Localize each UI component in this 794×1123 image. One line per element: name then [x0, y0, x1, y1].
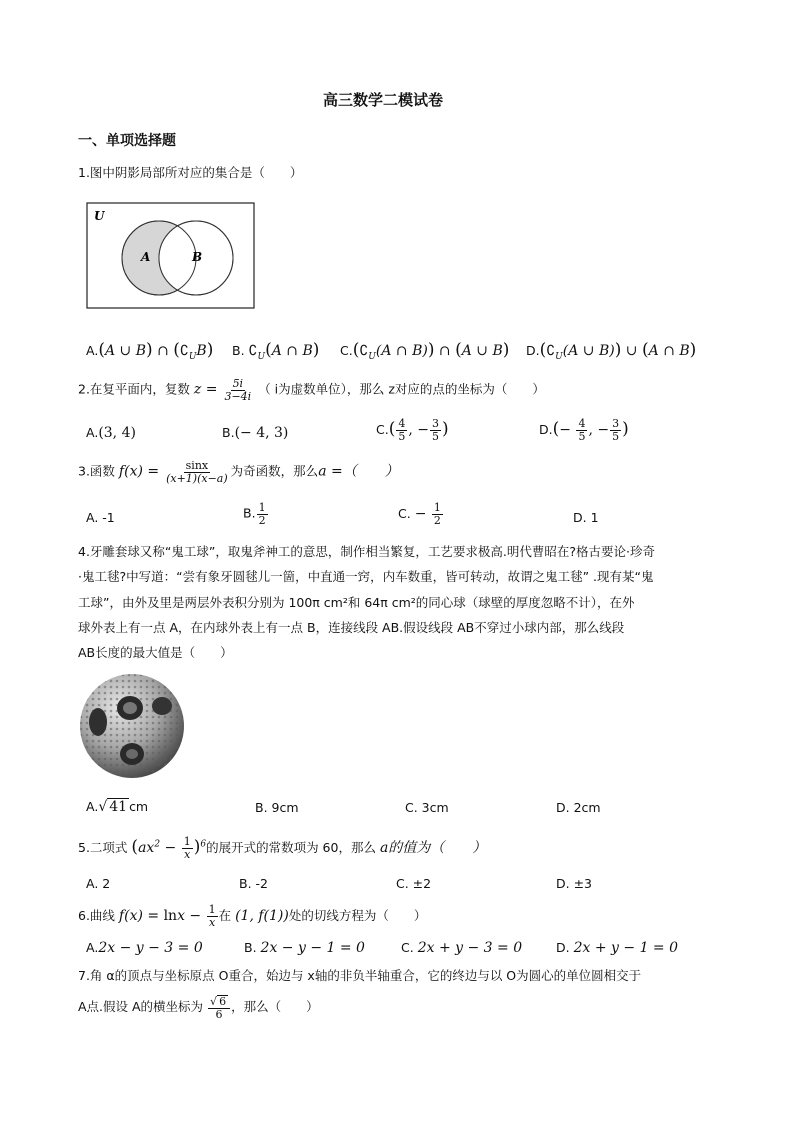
q3-option-d[interactable]: D. 1: [573, 510, 599, 525]
q4-line-3: 工球”，由外及里是两层外表积分别为 100π cm²和 64π cm²的同心球（球壁的厚度忽略不计），在外: [78, 595, 635, 610]
venn-label-a: A: [141, 250, 151, 264]
q4-option-d[interactable]: D. 2cm: [556, 800, 601, 815]
q4-line-4: 球外表上有一点 A，在内球外表上有一点 B，连接线段 AB.假设线段 AB不穿过小球内部，那么线段: [78, 620, 625, 635]
q1-option-d[interactable]: $D.(∁_U(A$ ∪ B)) ∪ (A ∩ B): [526, 340, 697, 362]
q3-stem: 3.函数 f(x) = $\frac{\sin x}{(x+1)(x-a)}$ 为奇函数，那么a =（ ）: [78, 459, 399, 485]
q4-option-a[interactable]: A.√ 41 cm: [86, 799, 149, 815]
q3-option-c[interactable]: C. − $\frac{1}{2}$: [398, 501, 441, 527]
q6-option-b[interactable]: B. 2x − y − 1 = 0: [244, 940, 365, 956]
q6-option-a[interactable]: A.2x − y − 3 = 0: [86, 940, 203, 956]
q5-option-c[interactable]: C. ±2: [396, 876, 432, 891]
q1-option-c[interactable]: $C.(∁_U(A$ ∩ B)) ∩ (A ∪ B): [340, 340, 510, 362]
q6-stem: 6.曲线 f(x) = lnx − $\frac{1}{x}$ 在 (1, f(1))处的切线方程为（ ）: [78, 903, 427, 929]
q6-option-c[interactable]: C. 2x + y − 3 = 0: [401, 940, 523, 956]
q2-option-c[interactable]: C.( $\frac{4}{5}$ , − $\frac{3}{5}$ ): [376, 417, 449, 443]
venn-label-b: B: [192, 250, 203, 264]
page-title: 高三数学二模试卷: [323, 91, 444, 109]
q3-option-b[interactable]: B. $\frac{1}{2}$: [243, 501, 266, 527]
q2-option-d[interactable]: D.(− $\frac{4}{5}$ , − $\frac{3}{5}$ ): [539, 417, 629, 443]
q1-option-a[interactable]: A.(A ∪ B) ∩ $(∁_UB)$: [86, 340, 214, 362]
q1-venn-diagram: [86, 202, 256, 310]
q4-option-c[interactable]: C. 3cm: [405, 800, 449, 815]
q2-option-b[interactable]: B.(− 4, 3): [222, 425, 289, 441]
q5-stem: 5.二项式 ($ax^2$ − $\frac{1}{x}$ )$^6$的展开式的常数项为 60，那么 a的值为（ ）: [78, 835, 487, 861]
q5-option-a[interactable]: A. 2: [86, 876, 111, 891]
q4-line-2: ·鬼工毬?中写道：“尝有象牙圆毬儿一箇，中直通一窍，内车数重，皆可转动，故谓之鬼工毬” .现有某“鬼: [78, 569, 654, 584]
q4-line-1: 4.牙雕套球又称“鬼工球”，取鬼斧神工的意思，制作相当繁复，工艺要求极高.明代曹昭在?格古要论·珍奇: [78, 544, 655, 559]
q1-option-b[interactable]: B. $∁_U(A$ ∩ B): [232, 340, 320, 362]
q4-line-5: AB长度的最大值是（ ）: [78, 645, 233, 660]
q7-line-1: 7.角 α的顶点与坐标原点 O重合，始边与 x轴的非负半轴重合，它的终边与以 O为圆心的单位圆相交于: [78, 968, 642, 983]
q5-option-b[interactable]: B. -2: [239, 876, 268, 891]
q7-line-2: A点.假设 A的横坐标为 $\frac{√ 6}{6}$ ，那么（ ）: [78, 995, 319, 1021]
q6-option-d[interactable]: D. 2x + y − 1 = 0: [556, 940, 679, 956]
q2-stem: 2.在复平面内，复数 z = $\frac{5i}{3-4i}$ （ i为虚数单位），那么 z对应的点的坐标为（ ）: [78, 377, 545, 403]
q3-option-a[interactable]: A. -1: [86, 510, 115, 525]
q5-option-d[interactable]: D. ±3: [556, 876, 592, 891]
ghost-ball-image: [78, 672, 186, 780]
q1-stem: 1.图中阴影局部所对应的集合是（ ）: [78, 165, 303, 180]
q2-option-a[interactable]: A.(3, 4): [86, 425, 136, 441]
section-heading: 一、单项选择题: [78, 133, 176, 149]
venn-label-u: U: [94, 209, 105, 223]
q4-option-b[interactable]: B. 9cm: [255, 800, 299, 815]
